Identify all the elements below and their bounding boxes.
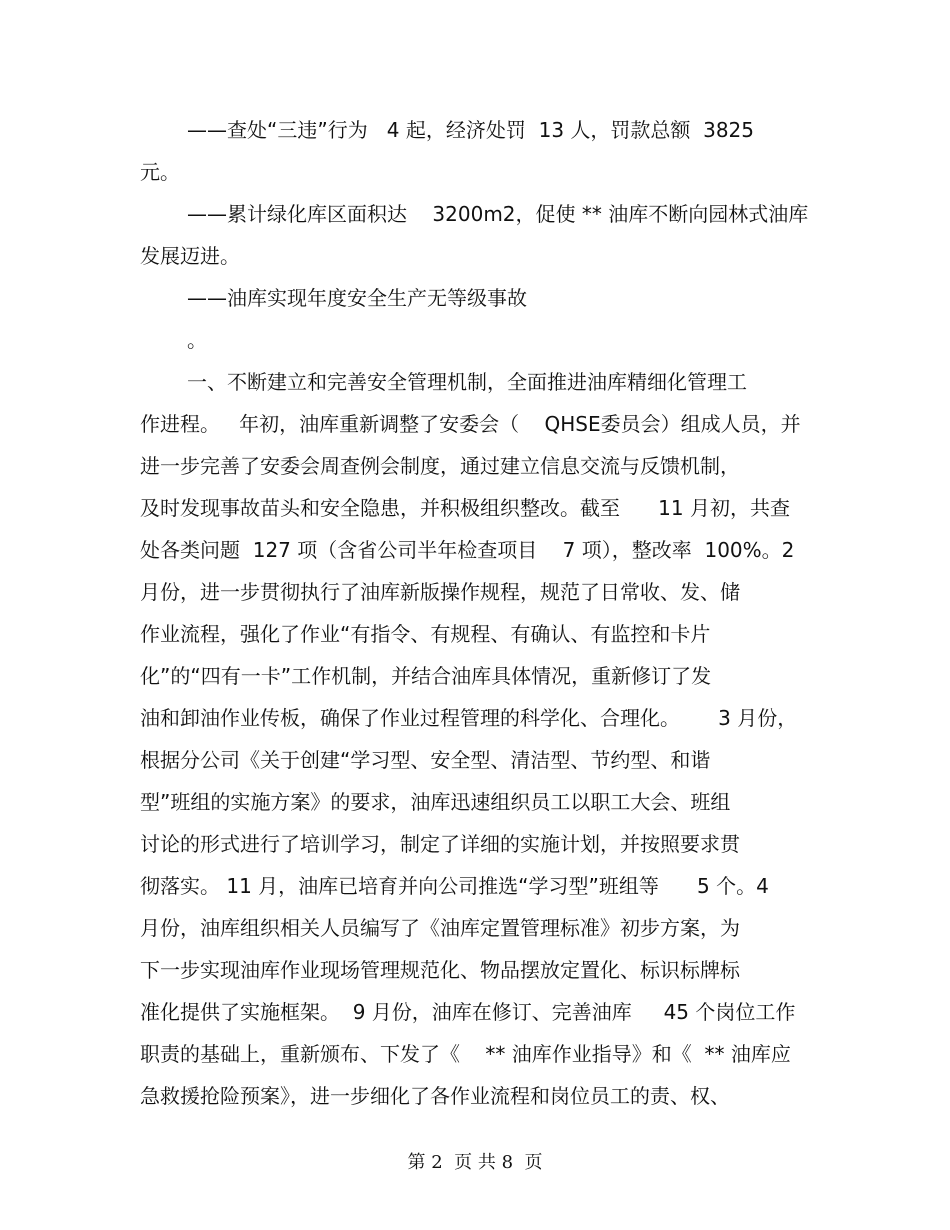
page-number-footer: 第 2 页 共 8 页 [407,1152,543,1173]
text-line: 准化提供了实施框架。 9 月份，油库在修订、完善油库 45 个岗位工作 [140,1000,796,1024]
text-line: 彻落实。 11 月，油库已培育并向公司推选“学习型”班组等 5 个。4 [140,874,769,898]
text-line: ——查处“三违”行为 4 起，经济处罚 13 人，罚款总额 3825 [187,118,755,142]
text-line: 油和卸油作业传板，确保了作业过程管理的科学化、合理化。 3 月份， [140,706,798,730]
text-line: 元。 [140,160,180,184]
text-line: 。 [187,328,207,352]
text-line: ——累计绿化库区面积达 3200m2，促使 ** 油库不断向园林式油库 [187,202,809,226]
text-line: 下一步实现油库作业现场管理规范化、物品摆放定置化、标识标牌标 [140,958,740,982]
text-line: 讨论的形式进行了培训学习，制定了详细的实施计划，并按照要求贯 [140,832,740,856]
text-line: 及时发现事故苗头和安全隐患，并积极组织整改。截至 11 月初，共查 [140,496,790,520]
text-line: 职责的基础上，重新颁布、下发了《 ** 油库作业指导》和《 ** 油库应 [140,1042,791,1066]
text-line: ——油库实现年度安全生产无等级事故 [187,286,527,310]
text-line: 急救援抢险预案》，进一步细化了各作业流程和岗位员工的责、权、 [140,1084,730,1108]
text-line: 月份，油库组织相关人员编写了《油库定置管理标准》初步方案，为 [140,916,740,940]
text-line: 作进程。 年初，油库重新调整了安委会（ QHSE委员会）组成人员，并 [140,412,801,436]
text-line: 进一步完善了安委会周查例会制度，通过建立信息交流与反馈机制， [140,454,740,478]
text-line: 根据分公司《关于创建“学习型、安全型、清洁型、节约型、和谐 [140,748,711,772]
text-line: 一、不断建立和完善安全管理机制，全面推进油库精细化管理工 [187,370,747,394]
text-line: 型”班组的实施方案》的要求，油库迅速组织员工以职工大会、班组 [140,790,731,814]
text-line: 作业流程，强化了作业“有指令、有规程、有确认、有监控和卡片 [140,622,711,646]
text-line: 化”的“四有一卡”工作机制，并结合油库具体情况，重新修订了发 [140,664,712,688]
text-line: 处各类问题 127 项（含省公司半年检查项目 7 项），整改率 100%。2 [140,538,795,562]
text-line: 发展迈进。 [140,244,240,268]
text-line: 月份，进一步贯彻执行了油库新版操作规程，规范了日常收、发、储 [140,580,740,604]
